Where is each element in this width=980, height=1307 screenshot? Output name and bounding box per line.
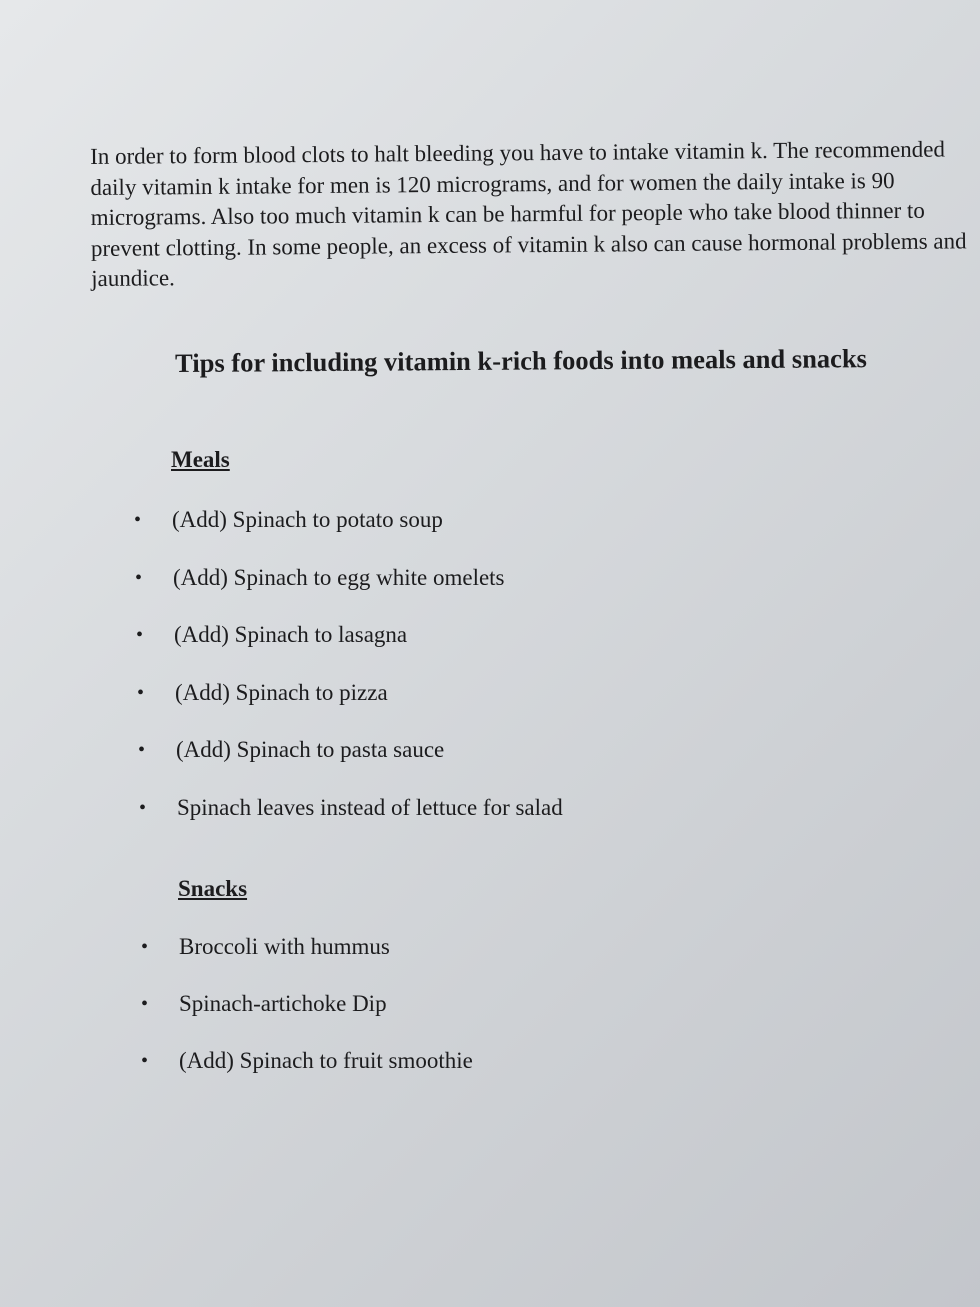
meals-list xyxy=(134,506,563,852)
bullet-icon: • xyxy=(141,936,149,958)
bullet-icon: • xyxy=(141,992,149,1015)
page-title: Tips for including vitamin k-rich foods into meals and snacks xyxy=(175,343,868,378)
list-item-text: (Add) Spinach to lasagna xyxy=(174,622,408,648)
list-item-text: (Add) Spinach to pasta sauce xyxy=(176,737,445,763)
list-item xyxy=(141,990,473,1018)
list-item xyxy=(135,564,559,592)
list-item-text: (Add) Spinach to pizza xyxy=(175,679,388,705)
list-item xyxy=(138,736,562,764)
list-item xyxy=(134,506,558,534)
intro-paragraph: In order to form blood clots to halt bleeding you have to intake vitamin k. The recommended daily vitamin k intake for men is 120 micrograms, and for women the daily intake is 90 micrograms. Also too much vitamin k can be harmful for people who take blood thinner to prevent clotting. In some people, an excess of vitamin k also can cause hormonal problems and jaundice. xyxy=(90,136,967,291)
bullet-icon: • xyxy=(141,1049,149,1072)
list-item-text: Broccoli with hummus xyxy=(179,934,390,959)
list-item-text: (Add) Spinach to egg white omelets xyxy=(173,564,505,590)
snacks-heading: Snacks xyxy=(178,876,248,901)
list-item-text: Spinach-artichoke Dip xyxy=(179,990,387,1016)
list-item-text: (Add) Spinach to potato soup xyxy=(172,507,443,532)
meals-heading: Meals xyxy=(171,447,230,472)
bullet-icon: • xyxy=(136,624,144,647)
list-item xyxy=(137,679,561,707)
snacks-list xyxy=(141,933,473,1103)
list-item xyxy=(136,621,560,649)
bullet-icon: • xyxy=(137,681,145,704)
list-item-text: (Add) Spinach to fruit smoothie xyxy=(179,1047,473,1073)
list-item-text: Spinach leaves instead of lettuce for salad xyxy=(177,794,563,820)
list-item xyxy=(141,933,473,961)
bullet-icon: • xyxy=(139,796,147,819)
bullet-icon: • xyxy=(138,739,146,762)
bullet-icon: • xyxy=(135,566,143,589)
list-item xyxy=(141,1047,473,1075)
bullet-icon: • xyxy=(134,509,142,531)
list-item xyxy=(139,794,563,822)
